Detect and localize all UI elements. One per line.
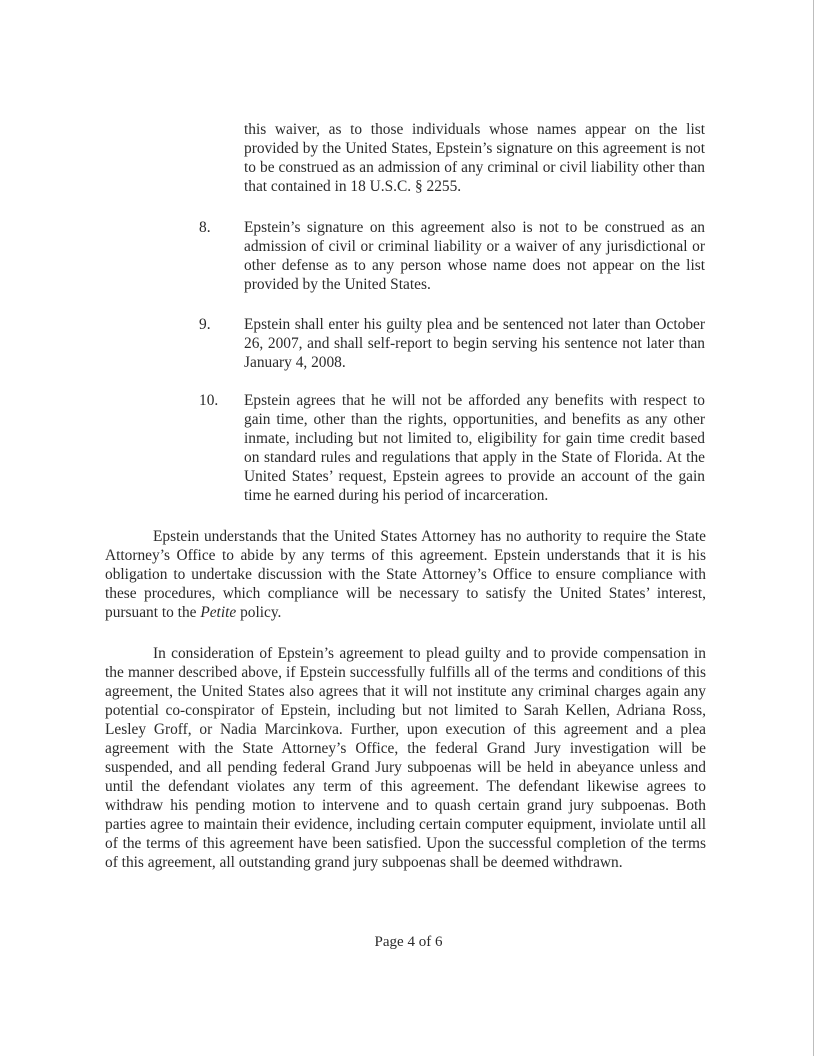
list-item-8	[199, 218, 709, 294]
continuation-text: this waiver, as to those individuals whose names appear on the list provided by the United States, Epstein’s signature on this agreement is not to be construed as an admission of any criminal or civil liability other than that contained in 18 U.S.C. § 2255.	[244, 121, 705, 195]
scan-edge-divider	[813, 0, 814, 1056]
page-number: Page 4 of 6	[374, 934, 443, 950]
list-item-text: Epstein shall enter his guilty plea and be sentenced not later than October 26, 2007, and shall self-report to begin serving his sentence not later than January 4, 2008.	[244, 316, 705, 371]
paragraph-text: Epstein understands that the United States Attorney has no authority to require the State Attorney’s Office to abide by any terms of this agreement. Epstein understands that it is his obligation to undertake discussion with the State Attorney’s Office to ensure compliance with these procedures, which compliance will be necessary to satisfy the United States’ interest, pursuant to the	[105, 528, 706, 621]
paragraph-co-conspirators: In consideration of Epstein’s agreement to plead guilty and to provide compensation in the manner described above, if Epstein successfully fulfills all of the terms and conditions of this agreement, the United States also agrees that it will not institute any criminal charges again any potential co-conspirator of Epstein, including but not limited to Sarah Kellen, Adriana Ross, Lesley Groff, or Nadia Marcinkova. Further, upon execution of this agreement and a plea agreement with the State Attorney’s Office, the federal Grand Jury investigation will be suspended, and all pending federal Grand Jury subpoenas will be held in abeyance unless and until the defendant violates any term of this agreement. The defendant likewise agrees to withdraw his pending motion to intervene and to quash certain grand jury subpoenas. Both parties agree to maintain their evidence, including certain computer equipment, inviolate until all of the terms of this agreement have been satisfied. Upon the successful completion of the terms of this agreement, all outstanding grand jury subpoenas shall be deemed withdrawn.	[105, 645, 706, 871]
list-item-number: 10.	[199, 392, 219, 409]
list-item-number: 9.	[199, 316, 211, 333]
petite-policy-term: Petite	[200, 604, 237, 621]
paragraph-text-end: policy.	[236, 604, 282, 621]
list-item-10	[199, 391, 709, 505]
continuation-block	[199, 120, 709, 196]
paragraph-state-attorney	[105, 527, 706, 622]
list-item-text: Epstein agrees that he will not be afforded any benefits with respect to gain time, other than the rights, opportunities, and benefits as any other inmate, including but not limited to, eligibility for gain time credit based on standard rules and regulations that apply in the State of Florida. At the United States’ request, Epstein agrees to provide an account of the gain time he earned during his period of incarceration.	[244, 392, 705, 504]
list-item-text: Epstein’s signature on this agreement also is not to be construed as an admission of civil or criminal liability or a waiver of any jurisdictional or other defense as to any person whose name does not appear on the list provided by the United States.	[244, 219, 705, 293]
list-item-9	[199, 315, 709, 372]
list-item-number: 8.	[199, 219, 211, 236]
